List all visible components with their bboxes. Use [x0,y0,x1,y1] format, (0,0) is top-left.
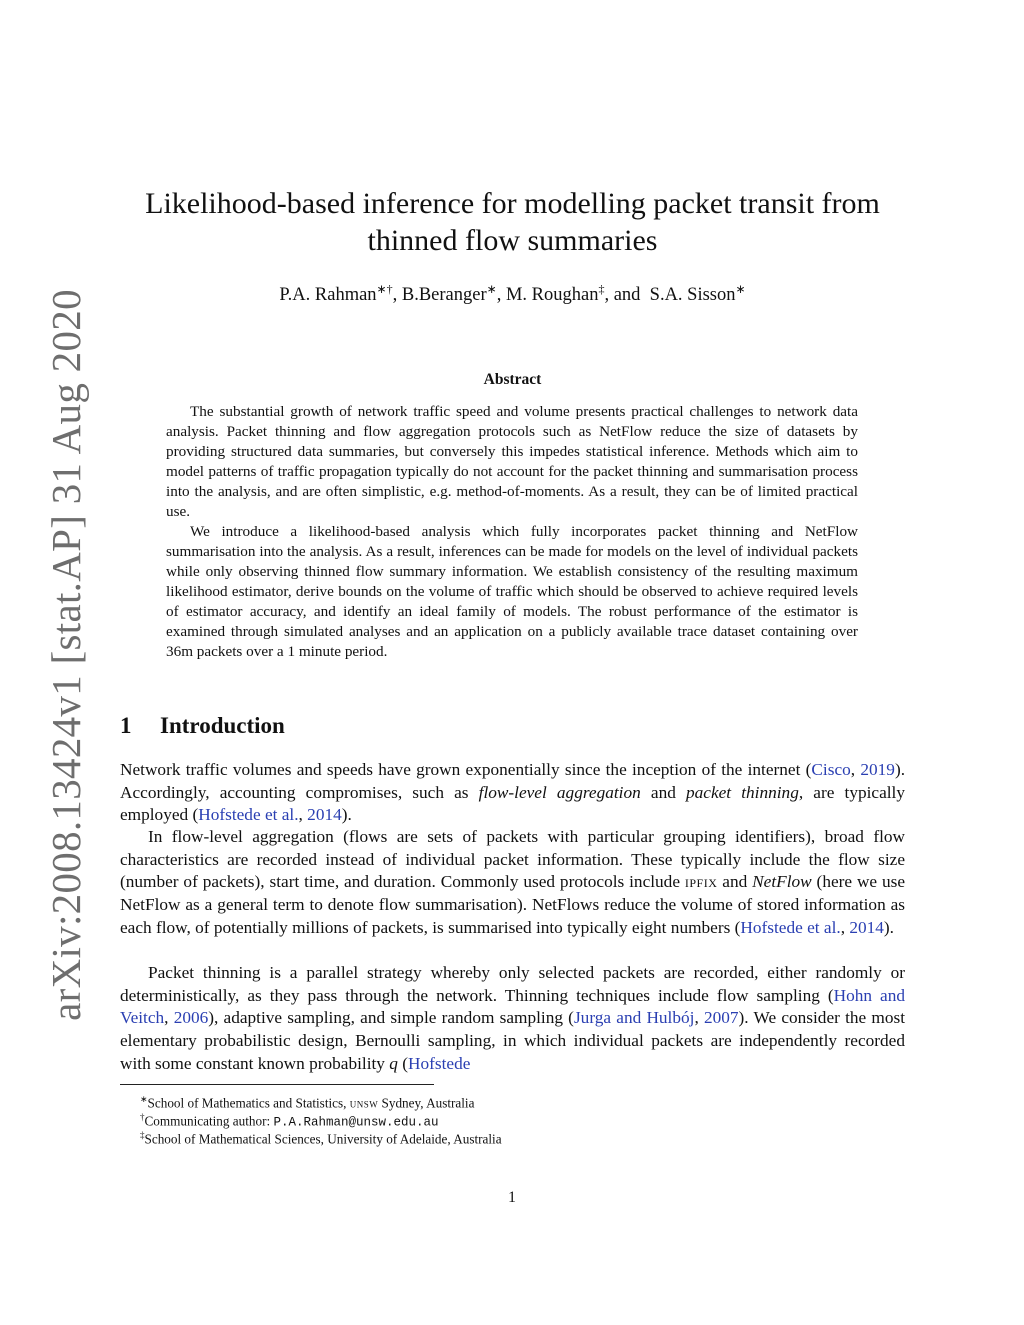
footnote-mark: † [140,1112,145,1122]
citation-year-link[interactable]: 2006 [173,1008,209,1028]
intro-paragraph-1 [120,759,905,827]
intro-paragraph-2 [120,826,905,940]
emphasis-term: NetFlow [752,872,812,892]
citation-link-jurga-hulboj[interactable]: Jurga and Hulbój [573,1008,695,1028]
footnote-text: School of Mathematics and Statistics, [147,1095,350,1111]
author-email[interactable]: P.A.Rahman@unsw.edu.au [273,1115,439,1130]
author-beranger-marks: ∗ [486,282,497,296]
text-run: Network traffic volumes and speeds have grown exponentially since the inception of the internet ( [120,760,812,779]
footnote-mark: ∗ [140,1094,148,1104]
text-run: and [717,872,753,892]
text-run: , [840,917,850,937]
text-run: ). [883,917,894,937]
text-run: ). Accordingly, accounting compromises, such as [120,760,906,802]
intro-paragraph-3 [120,962,905,1076]
small-caps-term: ipfix [684,872,718,892]
small-caps-term: unsw [349,1095,379,1111]
citation-link-hofstede[interactable]: Hofstede [408,1053,471,1073]
footnote-text: Communicating author: [144,1113,274,1129]
text-run: , are typically employed ( [120,782,906,825]
title-line-2: thinned flow summaries [367,224,658,257]
footnote-divider [120,1084,434,1085]
abstract-paragraph-1: The substantial growth of network traffic speed and volume presents practical challenges to network data analysis. Packet thinning and flow aggregation protocols such as NetFlow reduce the size of datasets by providing structured data summaries, but conversely this impedes statistical inference. Methods which aim to model patterns of traffic propagation typically do not account for the packet thinning and summarisation process into the analysis, and are often simplistic, e.g. method-of-moments. As a result, they can be of limited practical use. [166,403,858,520]
text-run: Packet thinning is a parallel strategy whereby only selected packets are recorded, either randomly or deterministically, as they pass through the network. Thinning techniques include flow sampling ( [120,963,905,1005]
text-run: ). [341,805,352,825]
paper-title [120,185,905,259]
text-run: (here we use NetFlow as a general term to denote flow summarisation). NetFlows reduce the volume of stored information as each flow, of potentially millions of packets, is summarised into typically eight numbers ( [120,872,906,937]
footnote-text: School of Mathematical Sciences, University of Adelaide, Australia [144,1131,502,1147]
text-run: , [164,1008,174,1028]
author-conjunction: and [613,285,641,306]
emphasis-term: packet thinning [686,782,799,802]
section-number: 1 [120,713,132,738]
author-sisson: S.A. Sisson [649,285,736,306]
citation-link-hofstede[interactable]: Hofstede et al. [198,805,299,825]
author-rahman-marks: ∗† [376,282,393,296]
citation-link-hohn-veitch[interactable]: Hohn and Veitch [120,985,905,1028]
text-run: and [640,782,686,802]
citation-year-link[interactable]: 2014 [849,917,884,937]
page-number: 1 [508,1189,516,1206]
text-run: ( [397,1053,408,1073]
author-list: P.A. Rahman∗†, B.Beranger∗, M. Roughan‡, and S.A. Sisson∗ [279,282,746,306]
text-run: , [694,1008,704,1028]
author-beranger: B.Beranger [401,285,487,306]
citation-year-link[interactable]: 2014 [307,805,342,825]
author-roughan-marks: ‡ [598,282,605,296]
citation-year-link[interactable]: 2007 [703,1008,739,1028]
text-run: ). We consider the most elementary probabilistic design, Bernoulli sampling, in which individual packets are independently recorded with some constant known probability [120,1008,906,1073]
author-roughan: M. Roughan [505,285,599,306]
section-heading-introduction [120,713,285,739]
arxiv-identifier-stamp: arXiv:2008.13424v1 [stat.AP] 31 Aug 2020 [43,289,89,1021]
citation-link-hofstede[interactable]: Hofstede et al. [740,917,841,937]
text-run: ), adaptive sampling, and simple random sampling ( [208,1008,574,1028]
math-symbol: q [389,1053,398,1073]
abstract-paragraph-2: We introduce a likelihood-based analysis which fully incorporates packet thinning and NetFlow summarisation into the analysis. As a result, inferences can be made for models on the level of individual packets while only observing thinned flow summary information. We establish consistency of the resulting maximum likelihood estimator, derive bounds on the volume of traffic which should be observed to achieve required levels of estimator accuracy, and identify an ideal family of models. The robust performance of the estimator is examined through simulated analyses and an application on a publicly available trace dataset containing over 36m packets over a 1 minute period. [166,523,858,660]
citation-link-cisco[interactable]: Cisco [811,760,851,779]
text-run: , [850,760,861,779]
footnote-text: Sydney, Australia [378,1095,475,1111]
text-run: , [298,805,308,825]
citation-year-link[interactable]: 2019 [860,760,895,779]
section-title: Introduction [160,713,285,738]
emphasis-term: flow-level aggregation [478,782,641,802]
author-rahman: P.A. Rahman [279,285,377,306]
text-run: In flow-level aggregation (flows are sets of packets with particular grouping identifiers), broad flow characteristics are recorded instead of individual packet information. These typically include the flow size (number of packets), start time, and duration. Commonly used protocols include [120,827,905,892]
author-sisson-marks: ∗ [735,282,746,296]
abstract-heading: Abstract [483,371,542,388]
footnote-mark: ‡ [140,1130,145,1140]
title-line-1: Likelihood-based inference for modelling packet transit from [145,187,880,220]
footnote-3 [140,1127,502,1147]
